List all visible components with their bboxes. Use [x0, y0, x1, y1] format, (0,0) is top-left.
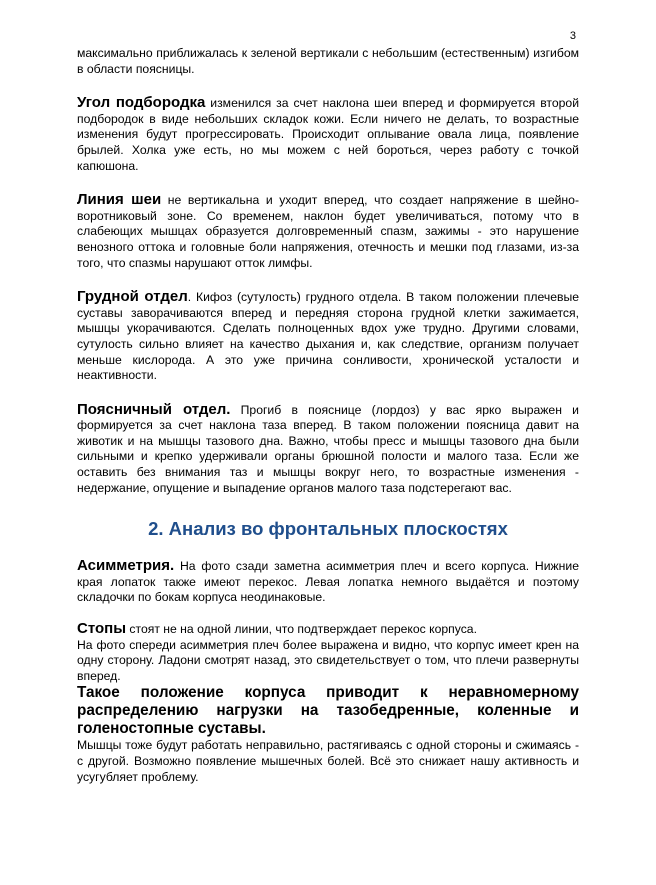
conclusion-paragraph: Мышцы тоже будут работать неправильно, растягиваясь с одной стороны и сжимаясь - с другой. Возможно появление мышечных болей. Всё это снижает нашу активность и усугубляет проблему. [77, 738, 579, 784]
chin-paragraph [77, 95, 579, 174]
section-title: 2. Анализ во фронтальных плоскостях [148, 518, 508, 540]
neck-paragraph [77, 192, 579, 271]
chest-heading: Грудной отдел [77, 288, 188, 306]
chin-heading: Угол подбородка [77, 94, 206, 112]
feet-heading: Стопы [77, 620, 127, 638]
intro-paragraph: максимально приближалась к зеленой вертикали с небольшим (естественным) изгибом в области поясницы. [77, 46, 579, 76]
chin-text: изменился за счет наклона шеи вперед и формируется второй подбородок в виде небольших складок кожи. Если ничего не делать, то возрастные изменения будут прогрессировать. Происходит оплывание овала лица, появление брылей. Холка уже есть, но мы можем с ней бороться, через работу с точкой капюшона. [77, 96, 579, 173]
neck-heading: Линия шеи [77, 191, 162, 209]
asymmetry-paragraph [77, 558, 579, 606]
asymmetry-heading: Асимметрия. [77, 557, 175, 575]
page-number: 3 [569, 30, 576, 42]
conclusion-heading: Такое положение корпуса приводит к неравномерному распределению нагрузки на тазобедренные, коленные и голеностопные суставы. [77, 684, 579, 738]
feet-text: стоят не на одной линии, что подтверждает перекос корпуса. [126, 622, 477, 637]
lumbar-heading: Поясничный отдел. [77, 400, 231, 418]
chest-paragraph [77, 289, 579, 384]
lumbar-text: Прогиб в пояснице (лордоз) у вас ярко выражен и формируется за счет наклона таза вперед. В таком положении поясница давит на животик и на мышцы тазового дна. Важно, чтобы пресс и мышцы тазового дна были сильными и крепко удерживали органы брюшной полости и малого таза. Если же оставить без внимания таз и мышцы вокруг него, то возрастные изменения - недержание, опущение и выпадение органов малого таза подстерегают вас. [77, 402, 579, 495]
lumbar-paragraph [77, 402, 579, 497]
neck-text: не вертикальна и уходит вперед, что создает напряжение в шейно-воротниковый зоне. Со временем, наклон будет увеличиваться, потому что в слабеющих мышцах образуется долговременный спазм, зажимы - это нарушение венозного оттока и головные боли напряжения, отечность и мешки под глазами, из-за того, что спазмы нарушают отток лимфы. [77, 193, 580, 270]
page-content [77, 46, 579, 785]
feet-paragraph-2: На фото спереди асимметрия плеч более выражена и видно, что корпус имеет крен на одну сторону. Ладони смотрят назад, это свидетельствует о том, что плечи развернуты вперед. [77, 637, 579, 683]
chest-text: . Кифоз (сутулость) грудного отдела. В таком положении плечевые суставы заворачиваются вперед и передняя сторона грудной клетки зажимается, мышцы укорачиваются. Сделать полноценных вдох уже трудно. Другими словами, сутулость сильно влияет на качество дыхания и, как следствие, организм получает меньше кислорода. А это уже причина сонливости, хронической усталости и неактивности. [77, 290, 579, 383]
asymmetry-text: На фото сзади заметна асимметрия плеч и всего корпуса. Нижние края лопаток также имеют перекос. Левая лопатка немного выдаётся и поэтому складочки по бокам корпуса неодинаковые. [77, 559, 579, 605]
feet-paragraph [77, 621, 579, 638]
